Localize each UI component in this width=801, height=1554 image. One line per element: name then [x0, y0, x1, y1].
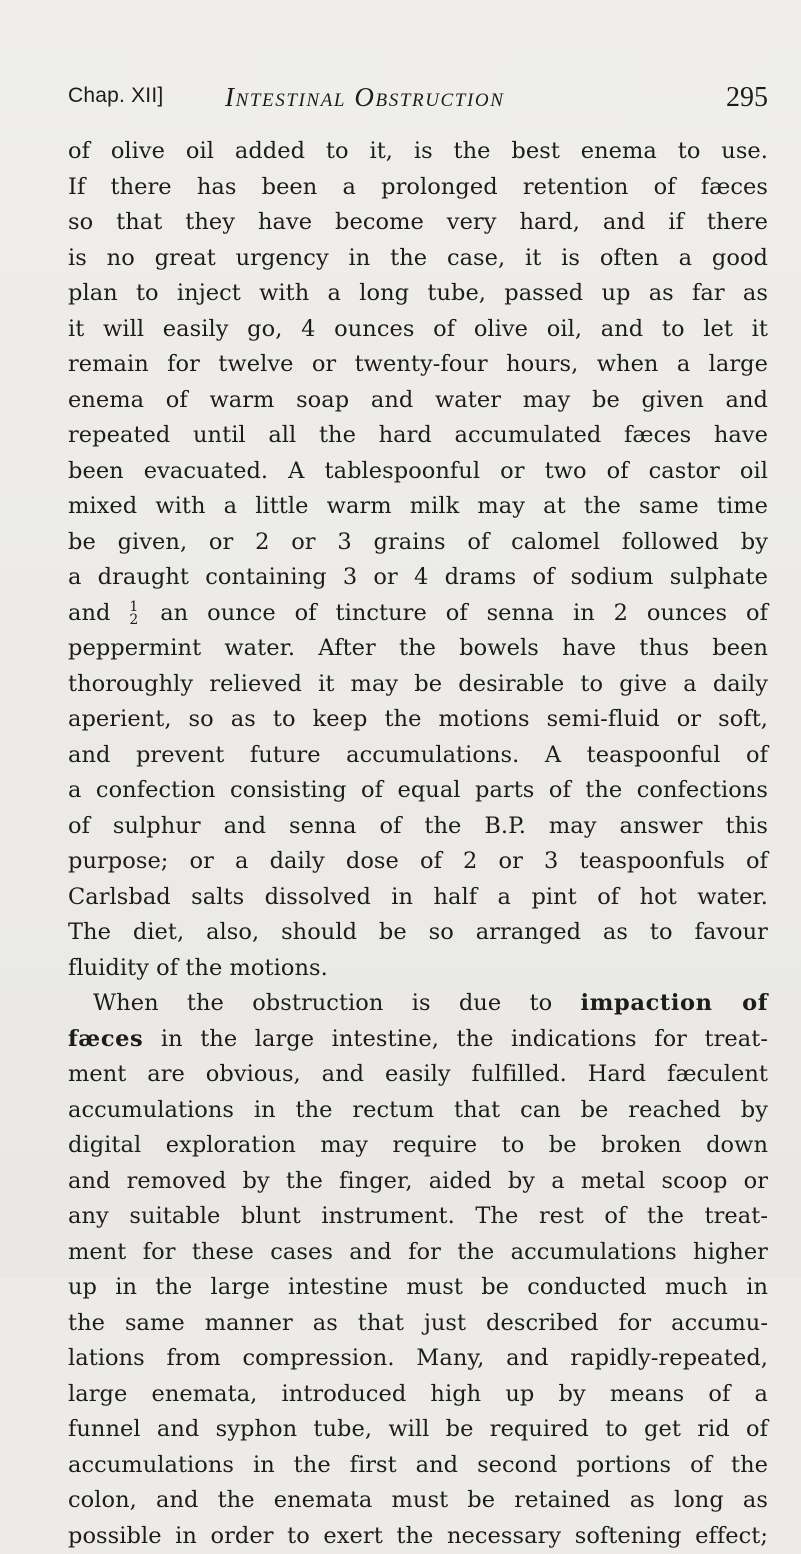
- text-line: thoroughly relieved it may be desirable to give a daily: [68, 667, 768, 703]
- text-line: remain for twelve or twenty-four hours, when a large: [68, 347, 768, 383]
- text-line: enema of warm soap and water may be given and: [68, 383, 768, 419]
- text-line: aperient, so as to keep the motions semi-fluid or soft,: [68, 702, 768, 738]
- page-number: 295: [726, 82, 768, 114]
- text-line: and removed by the finger, aided by a metal scoop or: [68, 1164, 768, 1200]
- text-segment: an ounce of tincture of senna in 2 ounces of: [160, 600, 768, 626]
- text-segment: When the obstruction is due to: [93, 990, 552, 1016]
- text-line: of olive oil added to it, is the best enema to use.: [68, 134, 768, 170]
- running-title: Intestinal Obstruction: [225, 82, 505, 113]
- text-line: the same manner as that just described for accumu-: [68, 1306, 768, 1342]
- text-line: been evacuated. A tablespoonful or two of castor oil: [68, 454, 768, 490]
- text-line: possible in order to exert the necessary softening effect;: [68, 1519, 768, 1554]
- text-line: peppermint water. After the bowels have thus been: [68, 631, 768, 667]
- text-line: If there has been a prolonged retention of fæces: [68, 170, 768, 206]
- text-line: it will easily go, 4 ounces of olive oil, and to let it: [68, 312, 768, 348]
- text-line: colon, and the enemata must be retained as long as: [68, 1483, 768, 1519]
- text-segment: and: [68, 600, 110, 626]
- text-line: accumulations in the first and second portions of the: [68, 1448, 768, 1484]
- text-line: digital exploration may require to be broken down: [68, 1128, 768, 1164]
- emphasis-term: impaction of: [581, 990, 769, 1016]
- text-line: a confection consisting of equal parts of the confections: [68, 773, 768, 809]
- fraction-one-half: [129, 601, 141, 627]
- text-line-with-emphasis: [68, 1022, 768, 1058]
- text-line: mixed with a little warm milk may at the same time: [68, 489, 768, 525]
- text-line: be given, or 2 or 3 grains of calomel followed by: [68, 525, 768, 561]
- text-line: purpose; or a daily dose of 2 or 3 teaspoonfuls of: [68, 844, 768, 880]
- running-head: [68, 82, 768, 122]
- text-line: lations from compression. Many, and rapidly-repeated,: [68, 1341, 768, 1377]
- text-line: The diet, also, should be so arranged as to favour: [68, 915, 768, 951]
- fraction-denominator: 2: [129, 614, 141, 627]
- text-line: of sulphur and senna of the B.P. may answer this: [68, 809, 768, 845]
- text-line: fluidity of the motions.: [68, 951, 768, 987]
- text-line: up in the large intestine must be conducted much in: [68, 1270, 768, 1306]
- text-line: repeated until all the hard accumulated fæces have: [68, 418, 768, 454]
- text-line: large enemata, introduced high up by means of a: [68, 1377, 768, 1413]
- text-line: so that they have become very hard, and if there: [68, 205, 768, 241]
- text-line: a draught containing 3 or 4 drams of sodium sulphate: [68, 560, 768, 596]
- chapter-label: Chap. XII]: [68, 84, 163, 108]
- text-line-with-fraction: [68, 596, 768, 632]
- text-line: and prevent future accumulations. A teaspoonful of: [68, 738, 768, 774]
- text-segment: in the large intestine, the indications for treat-: [161, 1026, 768, 1052]
- text-line-with-emphasis: [68, 986, 768, 1022]
- text-line: ment are obvious, and easily fulfilled. Hard fæculent: [68, 1057, 768, 1093]
- text-line: ment for these cases and for the accumulations higher: [68, 1235, 768, 1271]
- text-line: Carlsbad salts dissolved in half a pint of hot water.: [68, 880, 768, 916]
- text-line: funnel and syphon tube, will be required to get rid of: [68, 1412, 768, 1448]
- text-line: is no great urgency in the case, it is often a good: [68, 241, 768, 277]
- text-line: any suitable blunt instrument. The rest of the treat-: [68, 1199, 768, 1235]
- fraction-numerator: 1: [129, 601, 141, 614]
- text-line: plan to inject with a long tube, passed up as far as: [68, 276, 768, 312]
- body-text: [68, 134, 768, 1554]
- emphasis-term: fæces: [68, 1026, 143, 1052]
- text-line: accumulations in the rectum that can be reached by: [68, 1093, 768, 1129]
